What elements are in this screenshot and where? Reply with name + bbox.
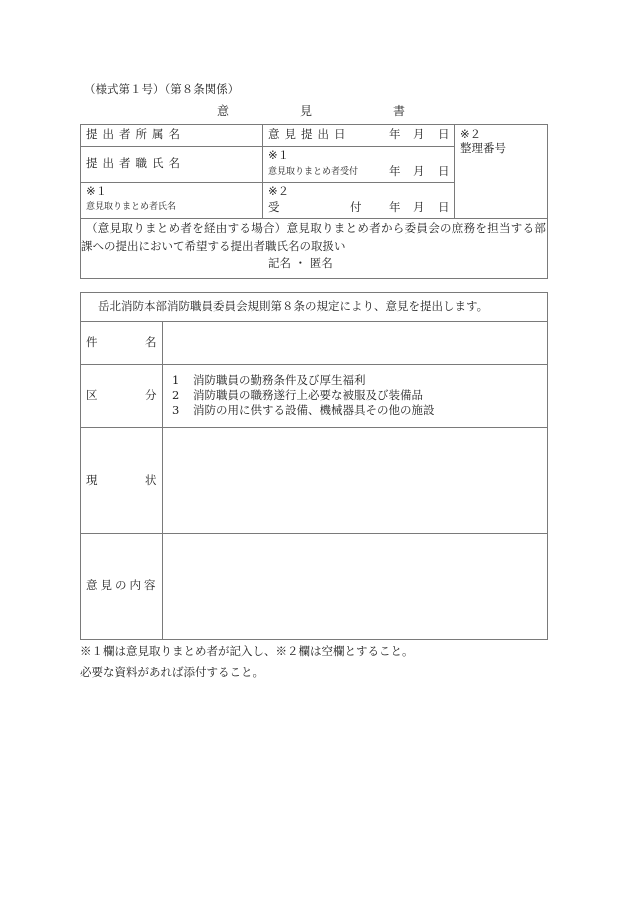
opinion-content-label: 意見の内容 (86, 578, 159, 592)
name-handling-options[interactable]: 記名 ・ 匿名 (268, 256, 333, 270)
table-divider (80, 146, 454, 147)
table-border (80, 124, 81, 279)
category-option-3-number: 3 (172, 403, 180, 417)
reference-number-label: 整理番号 (460, 141, 506, 155)
coordinator-receipt-mark: ※１ (268, 148, 290, 162)
table-divider (80, 364, 548, 365)
handling-instruction-line1: （意見取りまとめ者を経由する場合）意見取りまとめ者から委員会の庶務を担当する部 (86, 221, 547, 235)
form-number-label: （様式第１号）（第８条関係） (84, 82, 240, 96)
current-status-field[interactable] (164, 429, 545, 531)
current-status-label-left: 現 (86, 473, 98, 487)
category-label-left: 区 (86, 388, 98, 402)
table-divider (80, 218, 548, 219)
category-option-2-number: 2 (172, 388, 180, 402)
title-char-2: 見 (300, 104, 313, 118)
receipt-label-right: 付 (350, 200, 362, 214)
opinion-content-field[interactable] (164, 535, 545, 637)
table-divider (80, 182, 454, 183)
reference-mark: ※２ (460, 127, 482, 141)
table-divider (80, 427, 548, 428)
table-border (80, 292, 548, 293)
date-day: 日 (438, 164, 450, 178)
submitter-affiliation-field[interactable] (164, 128, 260, 144)
date-month: 月 (413, 164, 425, 178)
table-divider (262, 124, 263, 218)
date-day: 日 (438, 200, 450, 214)
table-border (80, 278, 548, 279)
table-divider (162, 321, 163, 639)
note-marks: ※１欄は意見取りまとめ者が記入し、※２欄は空欄とすること。 (80, 644, 414, 658)
submitter-affiliation-label: 提出者所属名 (86, 127, 185, 141)
subject-label-left: 件 (86, 335, 98, 349)
date-year: 年 (389, 164, 401, 178)
date-month: 月 (413, 200, 425, 214)
table-divider (454, 124, 455, 218)
table-border (547, 292, 548, 640)
table-divider (80, 533, 548, 534)
title-char-1: 意 (217, 104, 230, 118)
subject-label-right: 名 (145, 335, 157, 349)
date-day: 日 (438, 127, 450, 141)
table-border (80, 124, 548, 125)
receipt-label-left: 受 (268, 200, 280, 214)
coordinator-name-mark: ※１ (86, 184, 108, 198)
receipt-mark: ※２ (268, 184, 290, 198)
category-label-right: 分 (145, 388, 157, 402)
date-year: 年 (389, 127, 401, 141)
category-option-1[interactable]: 消防職員の勤務条件及び厚生福利 (193, 373, 366, 387)
subject-field[interactable] (164, 323, 545, 362)
current-status-label-right: 状 (145, 473, 157, 487)
category-option-1-number: 1 (172, 373, 180, 387)
coordinator-receipt-label: 意見取りまとめ者受付 (268, 167, 359, 177)
category-option-2[interactable]: 消防職員の職務遂行上必要な被服及び装備品 (193, 388, 423, 402)
handling-instruction-line2: 課への提出において希望する提出者職氏名の取扱い (81, 239, 346, 253)
submitter-name-label: 提出者職氏名 (86, 156, 185, 170)
table-border (80, 292, 81, 640)
category-option-3[interactable]: 消防の用に供する設備、機械器具その他の施設 (193, 403, 435, 417)
table-border (547, 124, 548, 279)
regulation-intro: 岳北消防本部消防職員委員会規則第８条の規定により、意見を提出します。 (98, 299, 489, 313)
date-year: 年 (389, 200, 401, 214)
date-month: 月 (413, 127, 425, 141)
coordinator-name-label: 意見取りまとめ者氏名 (86, 202, 177, 212)
submission-date-label: 意見提出日 (268, 127, 351, 141)
submitter-name-field[interactable] (164, 150, 260, 180)
note-attachments: 必要な資料があれば添付すること。 (80, 665, 264, 679)
table-divider (80, 321, 548, 322)
title-char-3: 書 (393, 104, 406, 118)
table-border (80, 639, 548, 640)
